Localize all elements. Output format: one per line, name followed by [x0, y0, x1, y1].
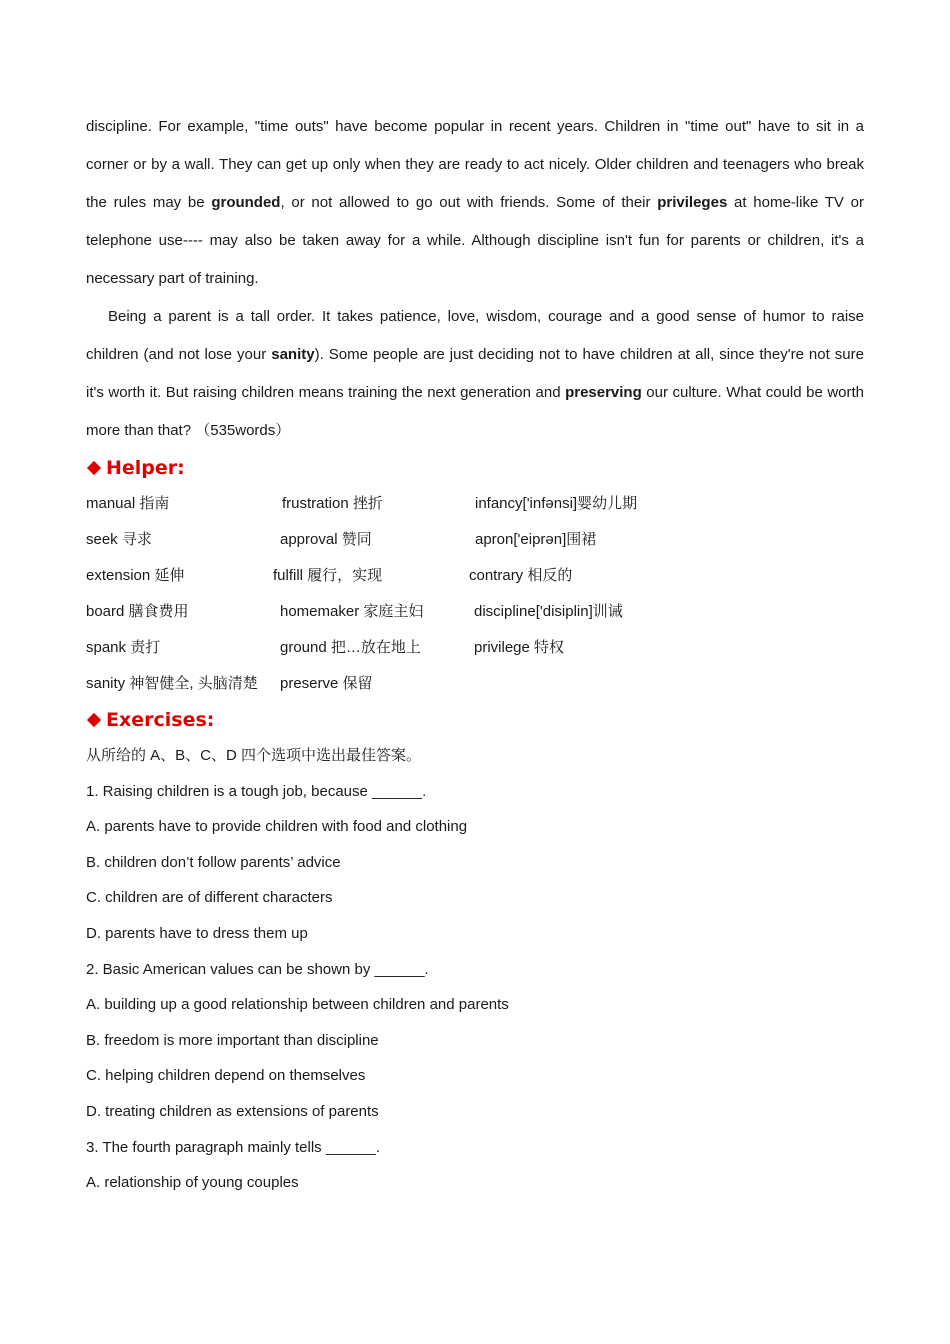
option-1c: C. children are of different characters: [86, 889, 333, 907]
diamond-bullet-icon: [87, 712, 101, 726]
option-1b: B. children don’t follow parents’ advice: [86, 853, 341, 871]
passage-text: ). Some people are just deciding not to have children at all, since they're not sure it's worth it. But raising children means training the next generation and: [86, 346, 864, 401]
vocab-item: privilege 特权: [474, 639, 565, 656]
vocab-item: frustration 挫折: [282, 495, 383, 512]
question-3: 3. The fourth paragraph mainly tells ______.: [86, 1138, 381, 1156]
vocab-row: [86, 522, 864, 558]
passage-text: discipline. For example, "time outs" have become popular in recent years. Children in "time out" have to sit in a corner or by a wall. They can get up only when they are ready to act nicely. Older children and teenagers who break the rules may be: [86, 118, 864, 211]
passage-text: at home-like TV or telephone use---- may also be taken away for a while. Although discipline isn't fun for parents or children, it's a necessary part of training.: [86, 194, 864, 287]
passage-text: , or not allowed to go out with friends. Some of their: [280, 194, 658, 211]
question-2: 2. Basic American values can be shown by ______.: [86, 960, 429, 978]
vocab-item: spank 责打: [86, 639, 161, 656]
vocab-item: sanity 神智健全, 头脑清楚: [86, 675, 258, 692]
exercises-title: Exercises:: [106, 709, 215, 731]
vocab-item: approval 赞同: [280, 531, 372, 548]
bold-term-preserving: preserving: [565, 384, 642, 401]
vocab-row: [86, 486, 864, 522]
passage-text: Being a parent is a tall order. It takes patience, love, wisdom, courage and a good sense of humor to raise children (and not lose your: [86, 308, 864, 363]
vocab-item: seek 寻求: [86, 531, 152, 548]
vocab-item: extension 延伸: [86, 567, 185, 584]
option-2c: C. helping children depend on themselves: [86, 1067, 366, 1085]
bold-term-privileges: privileges: [657, 194, 728, 211]
vocab-item: apron['eiprən]围裙: [475, 531, 597, 548]
option-1d: D. parents have to dress them up: [86, 924, 308, 942]
vocab-item: homemaker 家庭主妇: [280, 603, 424, 620]
vocab-row: [86, 630, 864, 666]
vocab-item: infancy['infənsi]婴幼儿期: [475, 495, 638, 512]
passage-text: our culture. What could be worth more than that? （535words）: [86, 384, 865, 439]
bold-term-grounded: grounded: [211, 194, 281, 211]
option-2b: B. freedom is more important than discipline: [86, 1031, 379, 1049]
exercise-instruction: 从所给的 A、B、C、D 四个选项中选出最佳答案。: [86, 747, 422, 764]
vocab-item: contrary 相反的: [469, 567, 573, 584]
vocab-row: [86, 666, 864, 702]
vocab-item: manual 指南: [86, 495, 170, 512]
vocab-row: [86, 594, 864, 630]
vocab-item: ground 把…放在地上: [280, 639, 421, 656]
bold-term-sanity: sanity: [271, 346, 315, 363]
vocab-item: fulfill 履行，实现: [273, 567, 383, 584]
passage-paragraph-2: [86, 298, 864, 450]
vocab-item: board 膳食费用: [86, 603, 189, 620]
vocab-row: [86, 558, 864, 594]
exercises-heading: [86, 702, 864, 738]
option-2a: A. building up a good relationship between children and parents: [86, 996, 509, 1014]
helper-heading: [86, 450, 864, 486]
question-1: 1. Raising children is a tough job, because ______.: [86, 782, 427, 800]
helper-title: Helper:: [106, 457, 185, 479]
vocab-item: preserve 保留: [280, 675, 373, 692]
option-3a: A. relationship of young couples: [86, 1174, 299, 1192]
document-content: [86, 108, 864, 1201]
passage-paragraph-1: [86, 108, 864, 298]
option-1a: A. parents have to provide children with food and clothing: [86, 818, 468, 836]
diamond-bullet-icon: [87, 460, 101, 474]
option-2d: D. treating children as extensions of parents: [86, 1102, 379, 1120]
vocab-item: discipline['disiplin]训诫: [474, 603, 623, 620]
